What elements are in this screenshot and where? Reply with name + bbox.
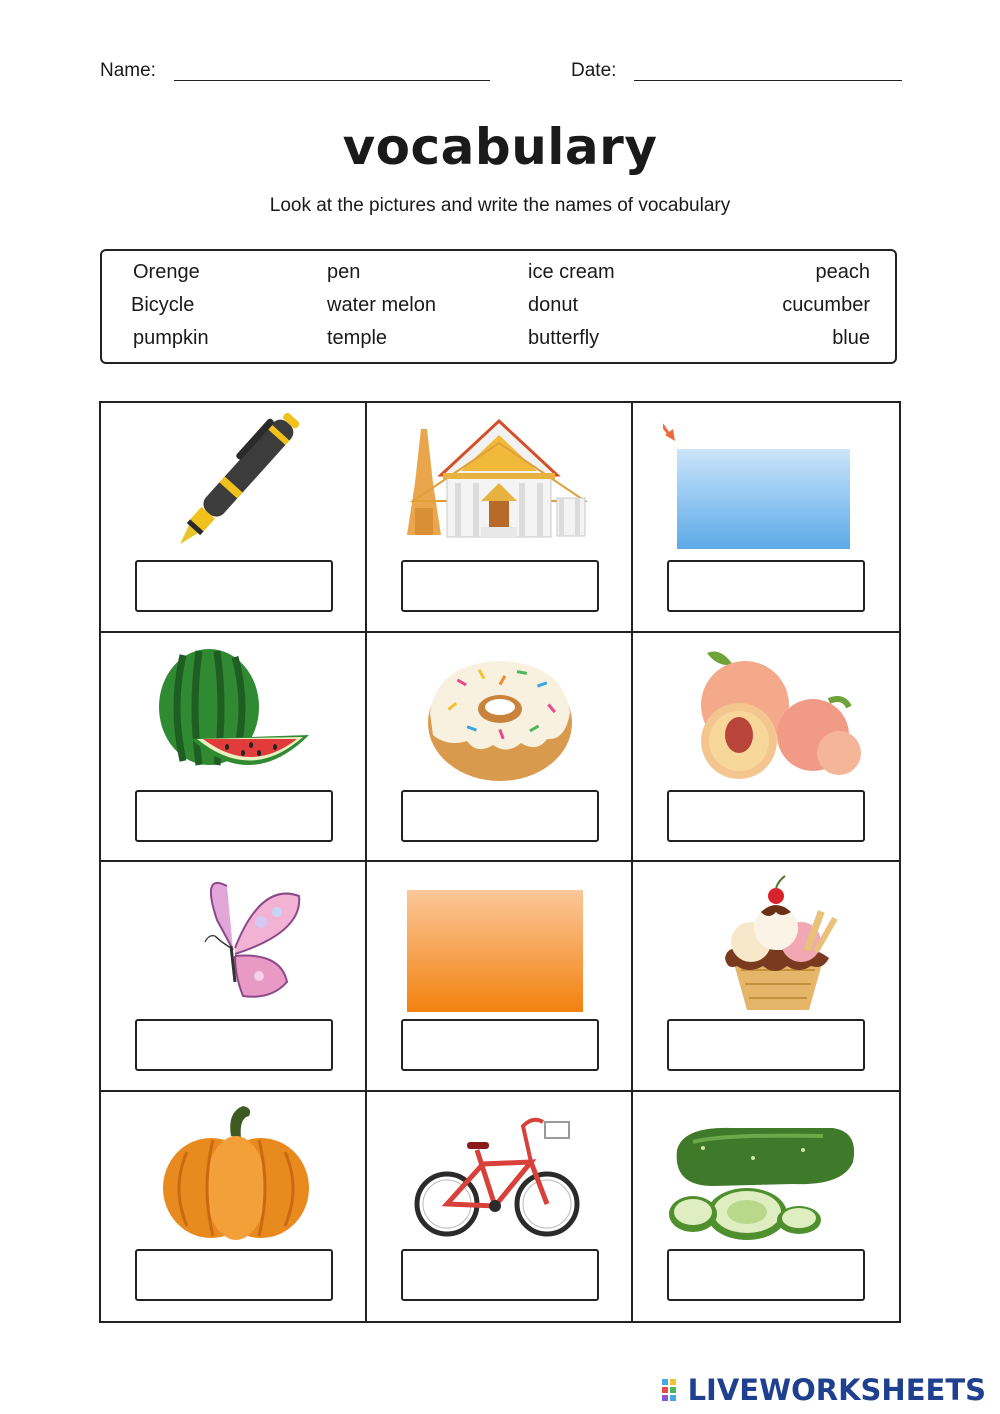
word-bank-item: ice cream [528,261,615,283]
word-bank-item: Bicycle [131,294,195,316]
answer-box[interactable] [667,790,865,842]
grid-cell [367,403,633,633]
name-field [100,60,156,82]
word-bank-item: blue [832,327,870,349]
page-title: vocabulary [342,118,658,176]
picture-grid [99,401,901,1323]
answer-box[interactable] [135,1019,333,1071]
answer-box[interactable] [401,790,599,842]
watermelon-icon [131,643,336,783]
grid-cell [633,1092,899,1322]
answer-box[interactable] [401,560,599,612]
liveworksheets-brand [662,1373,986,1407]
liveworksheets-logo-icon [662,1379,684,1401]
name-line[interactable] [174,80,490,81]
word-bank-item: butterfly [528,327,600,349]
bicycle-icon [397,1102,602,1242]
answer-box[interactable] [401,1249,599,1301]
pen-icon [131,413,336,553]
answer-box[interactable] [135,790,333,842]
word-bank-item: pumpkin [133,327,209,349]
grid-cell [101,862,367,1092]
orange-swatch-icon [397,872,602,1012]
grid-cell [367,862,633,1092]
answer-box[interactable] [667,1249,865,1301]
ice-cream-icon [663,872,868,1012]
word-bank-item: temple [327,327,388,349]
date-line[interactable] [634,80,902,81]
word-bank-item: donut [528,294,579,316]
blue-swatch-icon [663,413,868,553]
answer-box[interactable] [401,1019,599,1071]
word-bank [100,249,897,364]
answer-box[interactable] [135,560,333,612]
grid-cell [101,1092,367,1322]
answer-box[interactable] [135,1249,333,1301]
word-bank-item: cucumber [782,294,870,316]
date-field [571,60,616,82]
donut-icon [397,643,602,783]
answer-box[interactable] [667,1019,865,1071]
grid-cell [101,403,367,633]
word-bank-item: Orenge [133,261,200,283]
grid-cell [367,1092,633,1322]
temple-icon [397,413,602,553]
instructions: Look at the pictures and write the names of vocabulary [269,195,731,216]
grid-cell [633,403,899,633]
brand-name: LIVEWORKSHEETS [687,1373,986,1407]
pumpkin-icon [131,1102,336,1242]
peach-icon [663,643,868,783]
date-label: Date: [571,60,617,81]
grid-cell [367,633,633,863]
butterfly-icon [131,872,336,1012]
answer-box[interactable] [667,560,865,612]
grid-cell [633,633,899,863]
name-label: Name: [100,60,156,81]
grid-cell [101,633,367,863]
word-bank-item: water melon [327,294,436,316]
word-bank-item: peach [815,261,870,283]
word-bank-item: pen [327,261,361,283]
grid-cell [633,862,899,1092]
cucumber-icon [663,1102,868,1242]
